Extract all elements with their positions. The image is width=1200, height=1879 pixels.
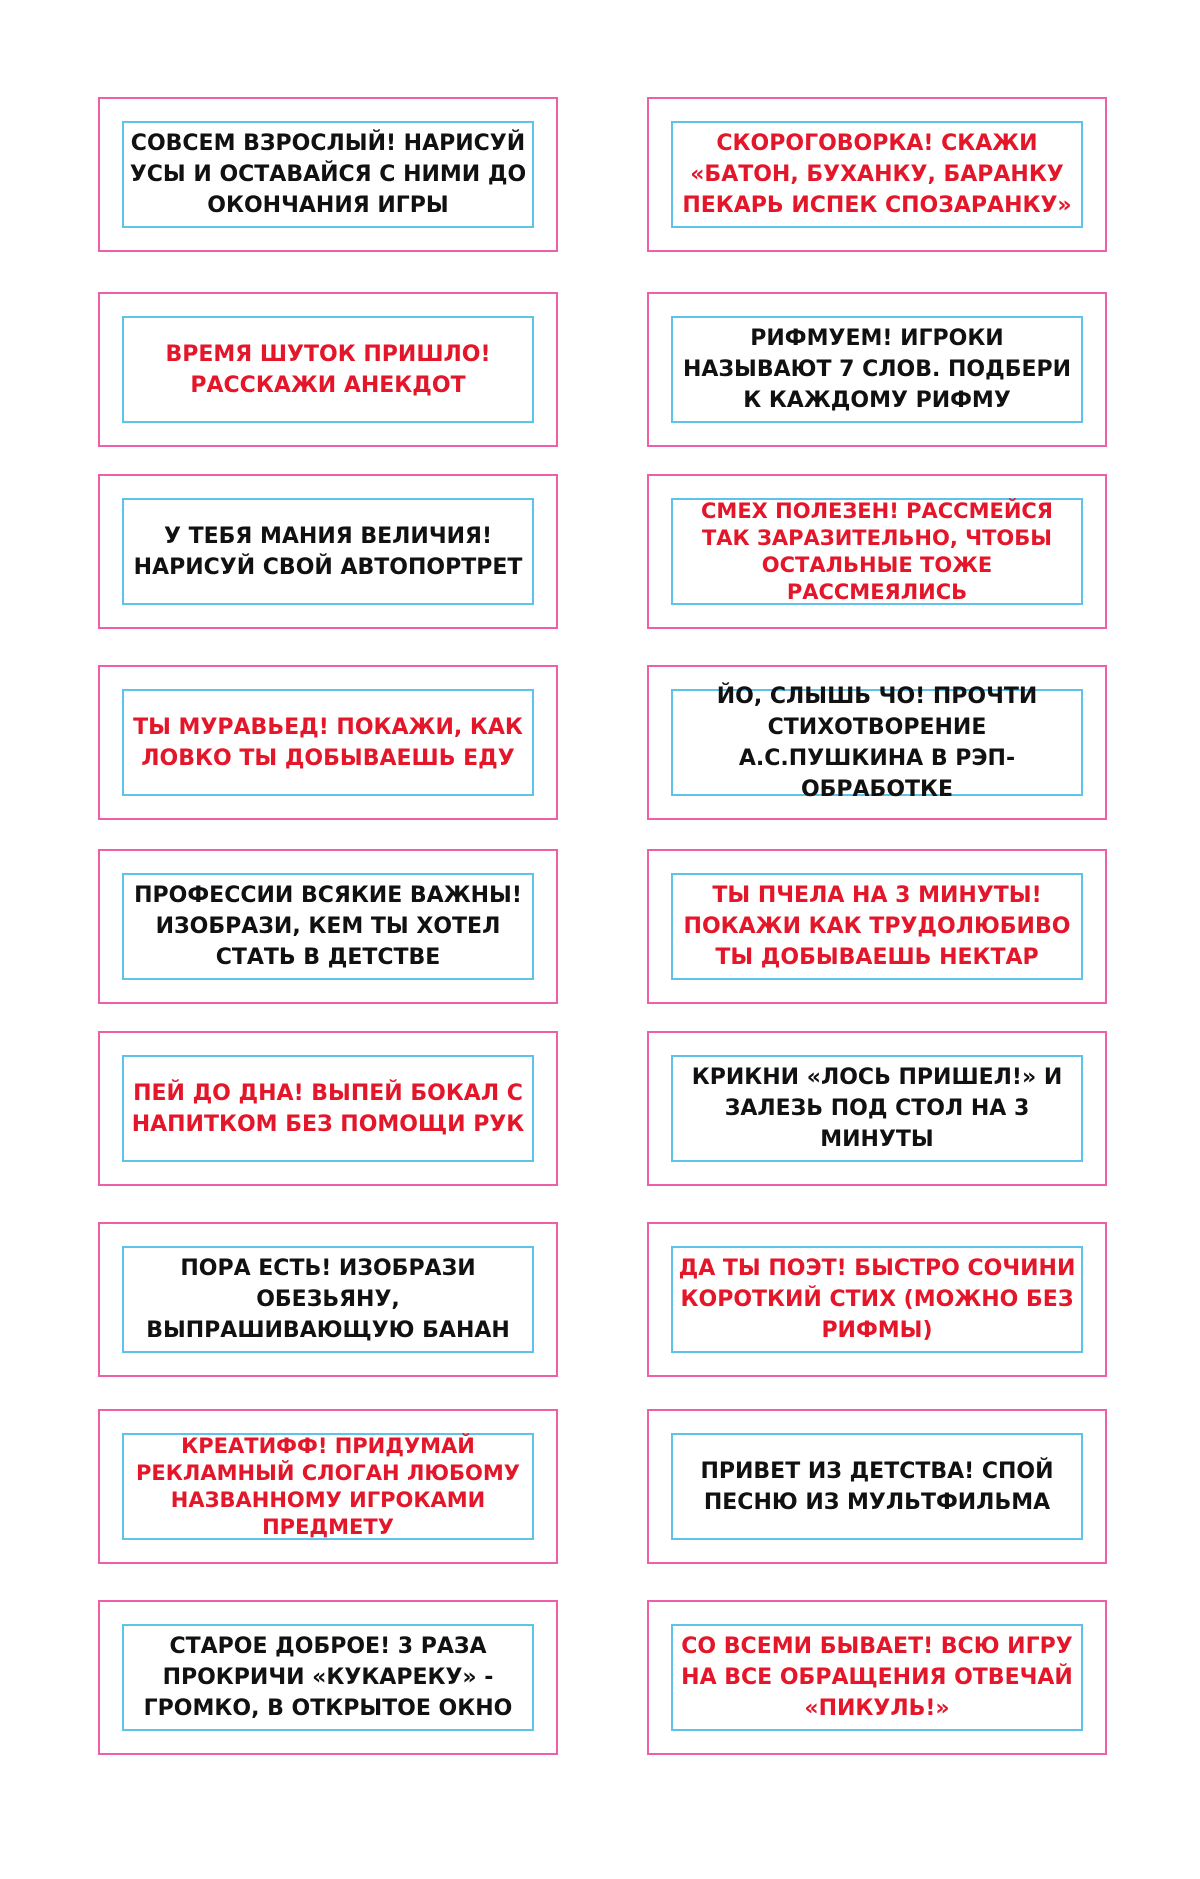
task-card-text: СМЕХ ПОЛЕЗЕН! РАССМЕЙСЯ ТАК ЗАРАЗИТЕЛЬНО, ЧТОБЫ ОСТАЛЬНЫЕ ТОЖЕ РАССМЕЯЛИСЬ [701, 498, 1053, 604]
task-card-inner-frame [671, 873, 1083, 980]
task-card-text: ЙО, СЛЫШЬ ЧО! ПРОЧТИ СТИХОТВОРЕНИЕ А.С.ПУШКИНА В РЭП-ОБРАБОТКЕ [716, 683, 1038, 802]
task-card-text: ТЫ МУРАВЬЕД! ПОКАЖИ, КАК ЛОВКО ТЫ ДОБЫВАЕШЬ ЕДУ [133, 714, 523, 771]
task-card [647, 665, 1107, 820]
task-card-inner-frame [671, 316, 1083, 423]
task-card-text: СОВСЕМ ВЗРОСЛЫЙ! НАРИСУЙ УСЫ И ОСТАВАЙСЯ С НИМИ ДО ОКОНЧАНИЯ ИГРЫ [129, 131, 527, 218]
task-card-text: КРИКНИ «ЛОСЬ ПРИШЕЛ!» И ЗАЛЕЗЬ ПОД СТОЛ НА 3 МИНУТЫ [691, 1065, 1063, 1152]
task-card [98, 97, 558, 252]
task-card-inner-frame [122, 1433, 534, 1540]
task-card-text: РИФМУЕМ! ИГРОКИ НАЗЫВАЮТ 7 СЛОВ. ПОДБЕРИ К КАЖДОМУ РИФМУ [682, 326, 1072, 413]
task-card-text: ПЕЙ ДО ДНА! ВЫПЕЙ БОКАЛ С НАПИТКОМ БЕЗ ПОМОЩИ РУК [131, 1080, 525, 1137]
task-card [98, 1222, 558, 1377]
task-card [98, 665, 558, 820]
task-card [647, 1600, 1107, 1755]
task-card-inner-frame [122, 121, 534, 228]
task-card-text: ТЫ ПЧЕЛА НА 3 МИНУТЫ! ПОКАЖИ КАК ТРУДОЛЮБИВО ТЫ ДОБЫВАЕШЬ НЕКТАР [683, 883, 1071, 970]
task-card [647, 1409, 1107, 1564]
task-card-text: ПОРА ЕСТЬ! ИЗОБРАЗИ ОБЕЗЬЯНУ, ВЫПРАШИВАЮЩУЮ БАНАН [146, 1256, 510, 1343]
task-card-text: ПРИВЕТ ИЗ ДЕТСТВА! СПОЙ ПЕСНЮ ИЗ МУЛЬТФИЛЬМА [700, 1458, 1054, 1515]
task-card-inner-frame [122, 1246, 534, 1353]
task-card-inner-frame [671, 1624, 1083, 1731]
task-card-inner-frame [122, 873, 534, 980]
task-card-inner-frame [671, 1433, 1083, 1540]
task-card [647, 1222, 1107, 1377]
task-card-text: СКОРОГОВОРКА! СКАЖИ «БАТОН, БУХАНКУ, БАРАНКУ ПЕКАРЬ ИСПЕК СПОЗАРАНКУ» [682, 131, 1072, 218]
task-card [647, 849, 1107, 1004]
task-card [98, 1600, 558, 1755]
task-card-inner-frame [122, 1055, 534, 1162]
task-card-text: СО ВСЕМИ БЫВАЕТ! ВСЮ ИГРУ НА ВСЕ ОБРАЩЕНИЯ ОТВЕЧАЙ «ПИКУЛЬ!» [681, 1634, 1073, 1721]
task-card [98, 849, 558, 1004]
task-card-inner-frame [671, 1246, 1083, 1353]
task-card [647, 1031, 1107, 1186]
task-card-inner-frame [671, 498, 1083, 605]
task-card-text: КРЕАТИФФ! ПРИДУМАЙ РЕКЛАМНЫЙ СЛОГАН ЛЮБОМУ НАЗВАННОМУ ИГРОКАМИ ПРЕДМЕТУ [136, 1433, 520, 1539]
task-card-text: ДА ТЫ ПОЭТ! БЫСТРО СОЧИНИ КОРОТКИЙ СТИХ (МОЖНО БЕЗ РИФМЫ) [678, 1256, 1076, 1343]
task-card-inner-frame [671, 121, 1083, 228]
task-card-text: У ТЕБЯ МАНИЯ ВЕЛИЧИЯ! НАРИСУЙ СВОЙ АВТОПОРТРЕТ [133, 523, 523, 580]
task-card-inner-frame [122, 1624, 534, 1731]
task-card [98, 1031, 558, 1186]
task-card [98, 1409, 558, 1564]
task-card-text: ВРЕМЯ ШУТОК ПРИШЛО! РАССКАЖИ АНЕКДОТ [165, 341, 491, 398]
task-card-inner-frame [671, 683, 1083, 802]
task-card [98, 292, 558, 447]
task-card-inner-frame [122, 498, 534, 605]
task-card [647, 97, 1107, 252]
task-card [647, 292, 1107, 447]
task-card-inner-frame [122, 689, 534, 796]
task-card-inner-frame [671, 1055, 1083, 1162]
task-card [647, 474, 1107, 629]
task-card-text: ПРОФЕССИИ ВСЯКИЕ ВАЖНЫ! ИЗОБРАЗИ, КЕМ ТЫ ХОТЕЛ СТАТЬ В ДЕТСТВЕ [134, 883, 522, 970]
task-card-text: СТАРОЕ ДОБРОЕ! 3 РАЗА ПРОКРИЧИ «КУКАРЕКУ» - ГРОМКО, В ОТКРЫТОЕ ОКНО [143, 1634, 513, 1721]
task-card [98, 474, 558, 629]
task-card-inner-frame [122, 316, 534, 423]
